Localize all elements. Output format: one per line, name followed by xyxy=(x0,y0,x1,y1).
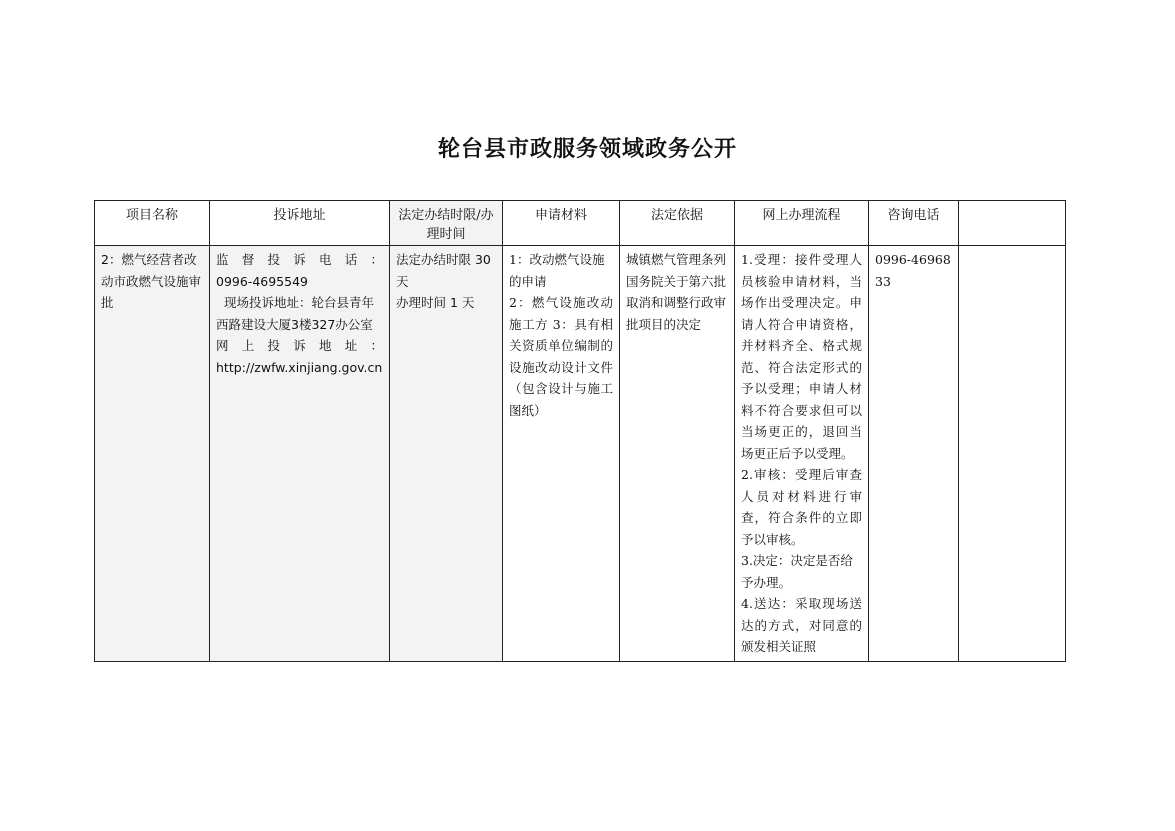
material-item-1: 1：改动燃气设施的申请 xyxy=(509,252,605,289)
complaint-online-label: 网上投诉地址： xyxy=(216,338,383,353)
disclosure-table xyxy=(94,200,1066,662)
header-basis: 法定依据 xyxy=(620,201,735,246)
material-item-2: 2：燃气设施改动施工方 3：具有相关资质单位编制的设施改动设计文件（包含设计与施工图纸） xyxy=(509,295,613,418)
complaint-onsite-address: 现场投诉地址：轮台县青年西路建设大厦3楼327办公室 xyxy=(216,295,375,332)
legal-time-limit: 法定办结时限 30 天 xyxy=(396,252,491,289)
cell-materials xyxy=(503,246,620,662)
process-step-1: 1.受理：接件受理人员核验申请材料，当场作出受理决定。申请人符合申请资格，并材料齐全、格式规范、符合法定形式的予以受理；申请人材料不符合要求但可以当场更正的，退回当场更正后予以受理。 xyxy=(741,252,862,461)
header-time-limit: 法定办结时限/办理时间 xyxy=(390,201,503,246)
header-row xyxy=(95,201,1066,246)
complaint-online-url[interactable]: http://zwfw.xinjiang.gov.cn xyxy=(216,359,383,375)
cell-item-name: 2：燃气经营者改动市政燃气设施审批 xyxy=(95,246,210,662)
cell-extra xyxy=(959,246,1066,662)
complaint-phone: 0996-4695549 xyxy=(216,273,308,289)
header-complaint: 投诉地址 xyxy=(210,201,390,246)
cell-phone: 0996-4696833 xyxy=(869,246,959,662)
cell-legal-basis: 城镇燃气管理条列国务院关于第六批取消和调整行政审批项目的决定 xyxy=(620,246,735,662)
complaint-phone-label: 监督投诉电话： xyxy=(216,252,383,267)
table-row xyxy=(95,246,1066,662)
process-step-4: 4.送达：采取现场送达的方式，对同意的颁发相关证照 xyxy=(741,596,862,654)
cell-online-process xyxy=(735,246,869,662)
page-title: 轮台县市政服务领域政务公开 xyxy=(437,137,737,162)
cell-time-limit xyxy=(390,246,503,662)
process-step-3: 3.决定：决定是否给予办理。 xyxy=(741,553,853,590)
header-phone: 咨询电话 xyxy=(869,201,959,246)
processing-time: 办理时间 1 天 xyxy=(396,295,475,310)
process-step-2: 2.审核：受理后审查人员对材料进行审查，符合条件的立即予以审核。 xyxy=(741,467,862,547)
header-extra xyxy=(959,201,1066,246)
cell-complaint xyxy=(210,246,390,662)
header-process: 网上办理流程 xyxy=(735,201,869,246)
header-materials: 申请材料 xyxy=(503,201,620,246)
header-name: 项目名称 xyxy=(95,201,210,246)
